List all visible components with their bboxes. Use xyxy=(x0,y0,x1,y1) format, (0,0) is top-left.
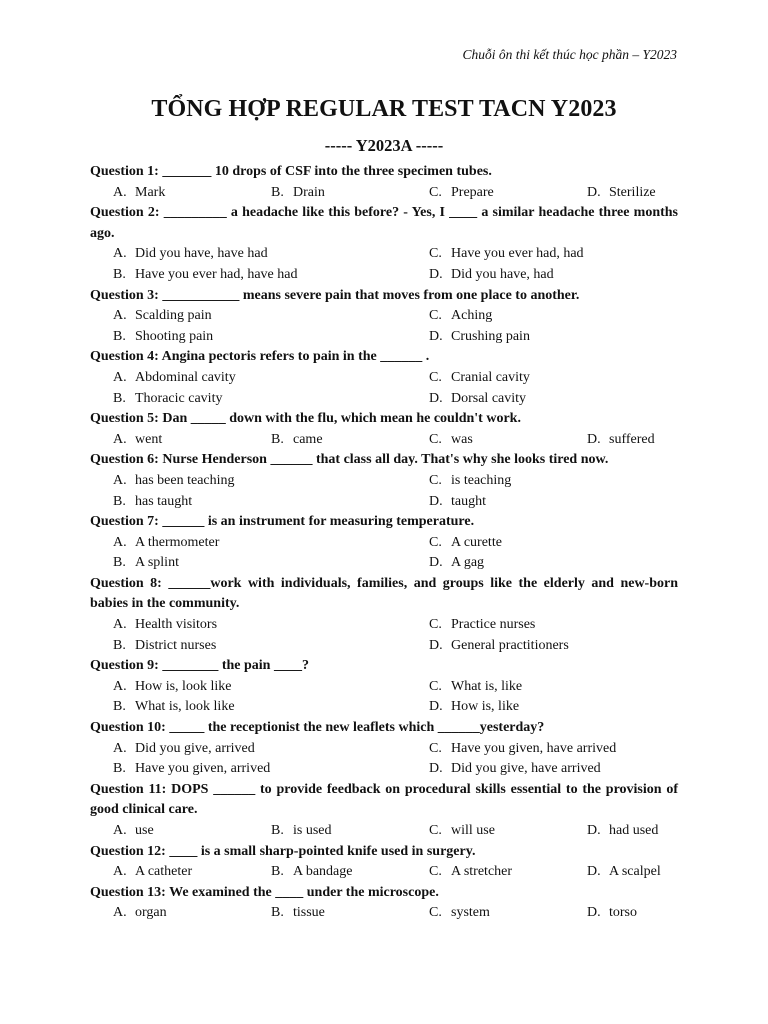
option-letter: D. xyxy=(587,823,601,838)
option-text: Did you have, have had xyxy=(135,246,268,262)
option-text: came xyxy=(293,431,323,447)
question-text xyxy=(90,162,678,183)
question-body: Nurse Henderson ______ that class all day. That's why she looks tired now. xyxy=(162,452,609,468)
question-item xyxy=(90,574,678,656)
answer-option xyxy=(587,821,701,842)
question-item xyxy=(90,718,678,780)
option-text: A catheter xyxy=(135,864,193,880)
question-label: Question 6: xyxy=(90,452,159,468)
answer-option xyxy=(113,265,429,286)
running-header: Chuỗi ôn thi kết thúc học phần – Y2023 xyxy=(462,47,677,62)
option-text: suffered xyxy=(609,431,655,447)
question-label: Question 12: xyxy=(90,843,166,859)
question-item xyxy=(90,203,678,285)
option-letter: D. xyxy=(429,761,443,777)
option-text: Practice nurses xyxy=(451,617,536,633)
option-letter: D. xyxy=(587,905,601,921)
answer-option xyxy=(113,739,429,760)
option-text: taught xyxy=(451,493,486,509)
option-letter: C. xyxy=(429,184,442,200)
option-text: A thermometer xyxy=(135,534,220,550)
option-letter: D. xyxy=(429,266,443,282)
answer-option xyxy=(429,615,701,636)
option-text: Mark xyxy=(135,184,166,200)
answer-options xyxy=(90,862,678,883)
option-letter: C. xyxy=(429,472,442,488)
answer-option xyxy=(429,265,701,286)
option-letter: B. xyxy=(113,761,126,777)
answer-option xyxy=(587,430,701,451)
answer-options xyxy=(90,471,678,512)
question-label: Question 3: xyxy=(90,287,159,303)
answer-option xyxy=(113,327,429,348)
option-text: A stretcher xyxy=(451,864,513,880)
answer-options xyxy=(90,368,678,409)
answer-option xyxy=(113,862,271,883)
option-letter: A. xyxy=(113,184,127,200)
question-body: _______ 10 drops of CSF into the three specimen tubes. xyxy=(162,164,492,179)
answer-option xyxy=(587,903,701,924)
question-item xyxy=(90,450,678,512)
question-item xyxy=(90,347,678,409)
option-letter: B. xyxy=(271,823,284,838)
option-letter: C. xyxy=(429,617,442,633)
question-item xyxy=(90,883,678,924)
answer-option xyxy=(429,244,701,265)
question-text xyxy=(90,347,678,368)
option-text: How is, look like xyxy=(135,678,232,694)
answer-option xyxy=(113,368,429,389)
answer-option xyxy=(429,636,701,657)
answer-option xyxy=(429,430,587,451)
answer-option xyxy=(271,862,429,883)
answer-option xyxy=(113,697,429,718)
option-letter: C. xyxy=(429,431,442,447)
option-letter: A. xyxy=(113,246,127,262)
question-label: Question 4: xyxy=(90,349,159,365)
question-text xyxy=(90,574,678,615)
answer-option xyxy=(271,903,429,924)
page-title: TỔNG HỢP REGULAR TEST TACN Y2023 xyxy=(151,96,617,122)
answer-options xyxy=(90,244,678,285)
option-text: system xyxy=(451,905,490,921)
option-letter: B. xyxy=(113,637,126,653)
question-label: Question 11: xyxy=(90,781,167,797)
option-text: Have you given, arrived xyxy=(135,761,271,777)
option-text: Did you give, have arrived xyxy=(451,761,601,777)
option-text: use xyxy=(135,823,154,838)
option-letter: B. xyxy=(271,184,284,200)
option-text: went xyxy=(135,431,163,447)
answer-option xyxy=(429,739,701,760)
answer-options xyxy=(90,821,678,842)
page-subtitle: ----- Y2023A ----- xyxy=(324,136,444,155)
option-text: Aching xyxy=(451,308,493,324)
answer-option xyxy=(429,368,701,389)
option-letter: B. xyxy=(271,864,284,880)
question-text xyxy=(90,718,678,739)
option-text: has been teaching xyxy=(135,472,235,488)
option-letter: C. xyxy=(429,740,442,756)
option-text: Cranial cavity xyxy=(451,369,530,385)
option-text: A curette xyxy=(451,534,502,550)
option-text: A splint xyxy=(135,555,179,571)
answer-option xyxy=(113,306,429,327)
answer-option xyxy=(113,677,429,698)
option-text: Abdominal cavity xyxy=(135,369,236,385)
question-label: Question 10: xyxy=(90,720,166,736)
option-letter: C. xyxy=(429,864,442,880)
question-body: Dan _____ down with the flu, which mean he couldn't work. xyxy=(162,411,521,427)
question-label: Question 8: xyxy=(90,575,162,591)
question-body: ____ is a small sharp-pointed knife used in surgery. xyxy=(169,843,476,859)
question-item xyxy=(90,512,678,574)
answer-option xyxy=(113,430,271,451)
answer-option xyxy=(429,677,701,698)
question-label: Question 2: xyxy=(90,205,160,221)
option-text: Thoracic cavity xyxy=(135,390,223,406)
answer-options xyxy=(90,430,678,451)
option-letter: B. xyxy=(271,905,284,921)
option-letter: B. xyxy=(113,493,126,509)
option-letter: C. xyxy=(429,534,442,550)
question-body: DOPS ______ to provide feedback on procedural skills essential to the provision of good clinical care. xyxy=(90,781,678,818)
option-letter: D. xyxy=(587,184,601,200)
option-text: A scalpel xyxy=(609,864,661,880)
question-item xyxy=(90,656,678,718)
option-text: tissue xyxy=(293,905,325,921)
answer-options xyxy=(90,677,678,718)
answer-option xyxy=(113,903,271,924)
question-body: ______ is an instrument for measuring temperature. xyxy=(162,514,475,530)
answer-options xyxy=(90,306,678,347)
option-text: What is, like xyxy=(451,678,523,694)
option-text: was xyxy=(451,431,473,447)
option-text: What is, look like xyxy=(135,699,235,715)
question-text xyxy=(90,286,678,307)
question-text xyxy=(90,780,678,821)
option-letter: A. xyxy=(113,431,127,447)
option-letter: D. xyxy=(429,328,443,344)
answer-options xyxy=(90,615,678,656)
option-text: torso xyxy=(609,905,637,921)
option-letter: A. xyxy=(113,308,127,324)
question-body: We examined the ____ under the microscope. xyxy=(169,884,439,900)
option-letter: A. xyxy=(113,905,127,921)
answer-option xyxy=(271,821,429,842)
option-text: had used xyxy=(609,823,659,838)
answer-option xyxy=(429,821,587,842)
question-label: Question 1: xyxy=(90,164,159,179)
option-letter: C. xyxy=(429,905,442,921)
question-label: Question 5: xyxy=(90,411,159,427)
question-body: _________ a headache like this before? - Yes, I ____ a similar headache three months ago. xyxy=(90,205,679,241)
option-letter: C. xyxy=(429,246,442,262)
answer-option xyxy=(113,492,429,513)
option-letter: B. xyxy=(113,328,126,344)
question-text xyxy=(90,656,678,677)
answer-option xyxy=(113,759,429,780)
answer-option xyxy=(429,306,701,327)
option-text: Drain xyxy=(293,184,325,200)
option-text: organ xyxy=(135,905,167,921)
option-text: Did you have, had xyxy=(451,266,554,282)
option-letter: B. xyxy=(113,266,126,282)
question-list xyxy=(90,162,678,924)
option-letter: C. xyxy=(429,678,442,694)
question-text xyxy=(90,409,678,430)
option-letter: A. xyxy=(113,864,127,880)
answer-option xyxy=(113,636,429,657)
answer-options xyxy=(90,739,678,780)
option-letter: A. xyxy=(113,740,127,756)
answer-option xyxy=(113,533,429,554)
option-text: Did you give, arrived xyxy=(135,740,255,756)
answer-option xyxy=(113,389,429,410)
question-item xyxy=(90,780,678,842)
option-text: Health visitors xyxy=(135,617,218,633)
option-text: Shooting pain xyxy=(135,328,214,344)
option-text: Have you ever had, had xyxy=(451,246,584,262)
question-text xyxy=(90,450,678,471)
question-item xyxy=(90,162,678,203)
option-text: Dorsal cavity xyxy=(451,390,527,406)
question-label: Question 9: xyxy=(90,658,159,674)
option-letter: C. xyxy=(429,369,442,385)
answer-option xyxy=(113,183,271,204)
option-text: has taught xyxy=(135,493,193,509)
answer-option xyxy=(429,471,701,492)
option-text: is teaching xyxy=(451,472,512,488)
question-text xyxy=(90,512,678,533)
option-letter: B. xyxy=(113,699,126,715)
option-letter: A. xyxy=(113,472,127,488)
option-letter: A. xyxy=(113,534,127,550)
question-body: _____ the receptionist the new leaflets which ______yesterday? xyxy=(169,720,545,736)
answer-option xyxy=(429,862,587,883)
option-letter: D. xyxy=(429,699,443,715)
option-letter: A. xyxy=(113,823,127,838)
option-letter: D. xyxy=(587,431,601,447)
option-letter: D. xyxy=(587,864,601,880)
option-text: General practitioners xyxy=(451,637,569,653)
option-letter: D. xyxy=(429,637,443,653)
question-text xyxy=(90,842,678,863)
option-letter: B. xyxy=(113,390,126,406)
option-text: A gag xyxy=(451,555,485,571)
answer-option xyxy=(429,183,587,204)
option-text: A bandage xyxy=(293,864,353,880)
answer-option xyxy=(113,244,429,265)
answer-option xyxy=(113,471,429,492)
option-text: Have you ever had, have had xyxy=(135,266,298,282)
answer-options xyxy=(90,903,678,924)
option-text: How is, like xyxy=(451,699,520,715)
option-text: Sterilize xyxy=(609,184,656,200)
option-text: Scalding pain xyxy=(135,308,212,324)
answer-option xyxy=(429,533,701,554)
answer-options xyxy=(90,183,678,204)
option-text: will use xyxy=(451,823,495,838)
option-letter: D. xyxy=(429,493,443,509)
question-body: ______work with individuals, families, and groups like the elderly and new-born babies in the community. xyxy=(90,575,679,612)
question-label: Question 13: xyxy=(90,884,166,900)
answer-options xyxy=(90,533,678,574)
option-letter: A. xyxy=(113,617,127,633)
question-body: ________ the pain ____? xyxy=(162,658,309,674)
answer-option xyxy=(587,183,701,204)
answer-option xyxy=(429,553,701,574)
question-body: Angina pectoris refers to pain in the ______ . xyxy=(161,349,430,365)
option-letter: C. xyxy=(429,308,442,324)
question-item xyxy=(90,409,678,450)
question-text xyxy=(90,203,678,244)
answer-option xyxy=(271,430,429,451)
answer-option xyxy=(429,697,701,718)
option-text: Crushing pain xyxy=(451,328,530,344)
question-body: ___________ means severe pain that moves from one place to another. xyxy=(162,287,580,303)
option-letter: B. xyxy=(271,431,284,447)
answer-option xyxy=(429,903,587,924)
question-text xyxy=(90,883,678,904)
answer-option xyxy=(271,183,429,204)
answer-option xyxy=(429,389,701,410)
question-item xyxy=(90,286,678,348)
option-text: Prepare xyxy=(451,184,494,200)
option-letter: A. xyxy=(113,369,127,385)
option-text: is used xyxy=(293,823,332,838)
option-letter: D. xyxy=(429,390,443,406)
answer-option xyxy=(113,615,429,636)
option-text: District nurses xyxy=(135,637,217,653)
answer-option xyxy=(429,492,701,513)
option-letter: C. xyxy=(429,823,442,838)
answer-option xyxy=(429,327,701,348)
answer-option xyxy=(587,862,701,883)
answer-option xyxy=(113,553,429,574)
option-letter: B. xyxy=(113,555,126,571)
option-text: Have you given, have arrived xyxy=(451,740,617,756)
option-letter: A. xyxy=(113,678,127,694)
option-letter: D. xyxy=(429,555,443,571)
answer-option xyxy=(113,821,271,842)
question-label: Question 7: xyxy=(90,514,159,530)
answer-option xyxy=(429,759,701,780)
question-item xyxy=(90,842,678,883)
